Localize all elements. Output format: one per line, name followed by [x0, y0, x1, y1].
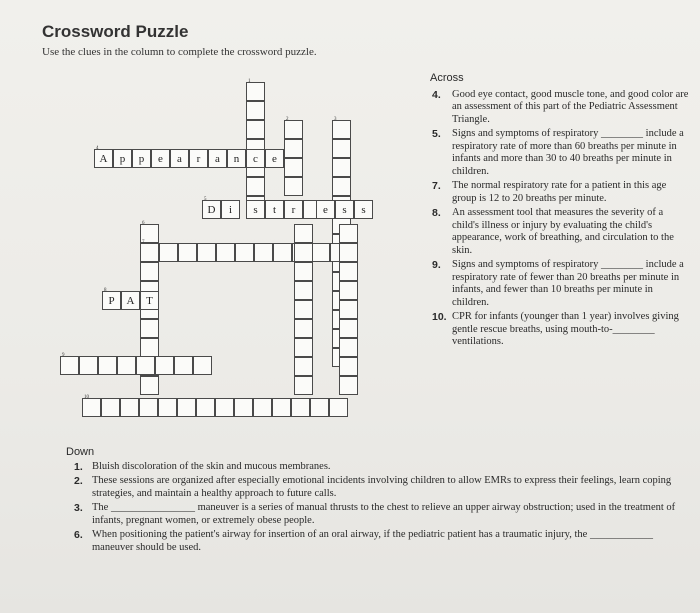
grid-cell[interactable] — [294, 243, 313, 262]
cell-number: 9 — [62, 353, 65, 358]
grid-cell[interactable] — [329, 398, 348, 417]
cell-letter: r — [196, 153, 201, 165]
page-title: Crossword Puzzle — [42, 22, 189, 41]
clue-down-2 — [66, 475, 686, 500]
grid-cell[interactable] — [178, 243, 197, 262]
down-clues — [66, 446, 686, 556]
clue-number: 5. — [432, 128, 441, 140]
grid-cell[interactable] — [151, 149, 170, 168]
grid-cell[interactable] — [265, 200, 284, 219]
grid-cell[interactable] — [193, 356, 212, 375]
cell-number: 5 — [204, 197, 207, 202]
grid-cell[interactable] — [339, 300, 358, 319]
grid-cell[interactable] — [332, 177, 351, 196]
grid-cell[interactable] — [294, 319, 313, 338]
grid-cell[interactable] — [120, 398, 139, 417]
grid-cell[interactable] — [79, 356, 98, 375]
grid-cell[interactable] — [140, 240, 159, 262]
clue-across-9 — [418, 259, 690, 309]
clue-across-4 — [418, 89, 690, 127]
grid-cell[interactable] — [139, 398, 158, 417]
clue-number: 10. — [432, 311, 447, 323]
grid-cell[interactable] — [339, 262, 358, 281]
grid-cell[interactable] — [294, 262, 313, 281]
grid-cell[interactable] — [284, 177, 303, 196]
grid-cell[interactable] — [332, 158, 351, 177]
cell-number: 10 — [84, 395, 89, 400]
clue-text: CPR for infants (younger than 1 year) involves giving gentle rescue breaths, using mouth-to-________ ventilations. — [452, 311, 679, 347]
clue-text: The normal respiratory rate for a patient in this age group is 12 to 20 breaths per minute. — [452, 180, 667, 204]
clue-across-7 — [418, 180, 690, 205]
grid-cell[interactable] — [177, 398, 196, 417]
grid-cell[interactable] — [284, 200, 303, 219]
grid-cell[interactable] — [170, 149, 189, 168]
grid-cell[interactable] — [332, 117, 351, 139]
grid-cell[interactable] — [339, 243, 358, 262]
clue-across-8 — [418, 207, 690, 257]
clue-down-1 — [66, 461, 686, 474]
cell-letter: e — [158, 153, 163, 165]
cell-letter: T — [146, 295, 153, 307]
clue-text: Signs and symptoms of respiratory ________ include a respiratory rate of fewer than 20 breaths per minute in infants, and fewer than 10 breaths per minute in children. — [452, 259, 684, 308]
clue-number: 6. — [74, 529, 83, 541]
cell-letter: D — [207, 204, 216, 216]
cell-number: 2 — [286, 117, 289, 122]
clue-text: These sessions are organized after especially emotional incidents involving children to allow EMRs to express their feelings, learn coping strategies, and maintain a healthy approach to future calls. — [92, 475, 672, 499]
grid-cell[interactable] — [117, 356, 136, 375]
across-clues — [418, 72, 690, 351]
grid-cell[interactable] — [335, 200, 354, 219]
grid-cell[interactable] — [294, 281, 313, 300]
cell-letter: p — [138, 153, 145, 165]
grid-cell[interactable] — [215, 398, 234, 417]
grid-cell[interactable] — [155, 356, 174, 375]
cell-letter: i — [228, 204, 233, 216]
clue-text: The ________________ maneuver is a series of manual thrusts to the chest to relieve an upper airway obstruction; used in the treatment of infants, pregnant women, or extremely obese people. — [92, 502, 676, 526]
grid-cell[interactable] — [60, 353, 79, 375]
grid-cell[interactable] — [332, 139, 351, 158]
clue-across-5 — [418, 128, 690, 178]
grid-cell[interactable] — [174, 356, 193, 375]
grid-cell[interactable] — [339, 376, 358, 395]
grid-cell[interactable] — [294, 357, 313, 376]
grid-cell[interactable] — [339, 281, 358, 300]
cell-letter: e — [323, 204, 328, 216]
grid-cell[interactable] — [354, 200, 373, 219]
grid-cell[interactable] — [265, 149, 284, 168]
grid-cell[interactable] — [253, 398, 272, 417]
grid-cell[interactable] — [94, 146, 113, 168]
cell-letter: a — [215, 153, 220, 165]
grid-cell[interactable] — [273, 243, 292, 262]
grid-cell[interactable] — [121, 291, 140, 310]
cell-number: 1 — [248, 79, 251, 84]
cell-number: 7 — [142, 240, 145, 245]
grid-cell[interactable] — [158, 398, 177, 417]
cell-letter: A — [99, 153, 108, 165]
cell-letter: a — [177, 153, 182, 165]
grid-cell[interactable] — [339, 357, 358, 376]
clue-text: When positioning the patient's airway for insertion of an oral airway, if the pediatric patient has a traumatic injury, the ____________ maneuver should be used. — [92, 529, 653, 553]
clue-text: Signs and symptoms of respiratory ________ include a respiratory rate of more than 60 breaths per minute in infants and more than 30 to 40 breaths per minute in children. — [452, 128, 684, 177]
grid-cell[interactable] — [82, 395, 101, 417]
clue-down-3 — [66, 502, 686, 527]
grid-cell[interactable] — [140, 376, 159, 395]
cell-number: 6 — [142, 221, 145, 226]
grid-cell[interactable] — [113, 149, 132, 168]
cell-letter: n — [233, 153, 240, 165]
clue-number: 4. — [432, 88, 441, 101]
clue-text: Good eye contact, good muscle tone, and good color are an assessment of this part of the Pediatric Assessment Triangle. — [452, 88, 689, 125]
grid-cell[interactable] — [140, 319, 159, 338]
grid-cell[interactable] — [294, 376, 313, 395]
cell-letter: r — [291, 204, 296, 216]
grid-cell[interactable] — [216, 243, 235, 262]
grid-cell[interactable] — [254, 243, 273, 262]
cell-letter: c — [253, 153, 258, 165]
grid-cell[interactable] — [246, 200, 265, 219]
clue-number: 7. — [432, 180, 441, 192]
grid-cell[interactable] — [246, 79, 265, 101]
down-heading: Down — [66, 446, 95, 458]
cell-letter: P — [108, 295, 115, 307]
grid-cell[interactable] — [339, 224, 358, 243]
grid-cell[interactable] — [310, 398, 329, 417]
grid-cell[interactable] — [196, 398, 215, 417]
clue-number: 1. — [74, 460, 83, 473]
grid-cell[interactable] — [101, 398, 120, 417]
grid-cell[interactable] — [98, 356, 117, 375]
grid-cell[interactable] — [197, 243, 216, 262]
cell-letter: s — [361, 204, 366, 216]
cell-letter: s — [253, 204, 258, 216]
clue-text: An assessment tool that measures the severity of a child's illness or injury by evaluating the child's appearance, work of breathing, and circulation to the skin. — [452, 207, 674, 256]
clue-number: 3. — [74, 502, 83, 514]
grid-cell[interactable] — [159, 243, 178, 262]
grid-cell[interactable] — [272, 398, 291, 417]
cell-letter: p — [119, 153, 126, 165]
cell-number: 4 — [96, 146, 99, 151]
grid-cell[interactable] — [294, 338, 313, 357]
clue-number: 9. — [432, 259, 441, 271]
clue-across-10 — [418, 311, 690, 349]
clue-number: 8. — [432, 207, 441, 219]
grid-cell[interactable] — [284, 117, 303, 139]
grid-cell[interactable] — [221, 200, 240, 219]
grid-cell[interactable] — [246, 120, 265, 139]
grid-cell[interactable] — [284, 139, 303, 158]
grid-cell[interactable] — [311, 243, 330, 262]
across-heading: Across — [430, 72, 464, 84]
clue-text: Bluish discoloration of the skin and mucous membranes. — [92, 460, 331, 472]
grid-cell[interactable] — [140, 262, 159, 281]
grid-cell[interactable] — [132, 149, 151, 168]
grid-cell[interactable] — [140, 291, 159, 310]
page-subtitle: Use the clues in the column to complete the crossword puzzle. — [42, 46, 317, 58]
grid-cell[interactable] — [246, 149, 265, 168]
clue-down-6 — [66, 529, 686, 554]
grid-cell[interactable] — [291, 398, 310, 417]
grid-cell[interactable] — [294, 300, 313, 319]
grid-cell[interactable] — [102, 288, 121, 310]
grid-cell[interactable] — [189, 149, 208, 168]
cell-letter: A — [126, 295, 135, 307]
grid-cell[interactable] — [234, 398, 253, 417]
grid-cell[interactable] — [202, 197, 221, 219]
cell-letter: e — [272, 153, 277, 165]
grid-cell[interactable] — [284, 158, 303, 177]
grid-cell[interactable] — [246, 177, 265, 196]
cell-letter: s — [342, 204, 347, 216]
grid-cell[interactable] — [208, 149, 227, 168]
grid-cell[interactable] — [227, 149, 246, 168]
cell-number: 3 — [334, 117, 337, 122]
grid-cell[interactable] — [140, 338, 159, 357]
grid-cell[interactable] — [136, 356, 155, 375]
cell-letter: t — [272, 204, 277, 216]
cell-number: 8 — [104, 288, 107, 293]
grid-cell[interactable] — [246, 101, 265, 120]
clue-number: 2. — [74, 475, 83, 487]
grid-cell[interactable] — [316, 200, 335, 219]
grid-cell[interactable] — [339, 319, 358, 338]
grid-cell[interactable] — [235, 243, 254, 262]
grid-cell[interactable] — [339, 338, 358, 357]
grid-cell[interactable] — [294, 224, 313, 243]
